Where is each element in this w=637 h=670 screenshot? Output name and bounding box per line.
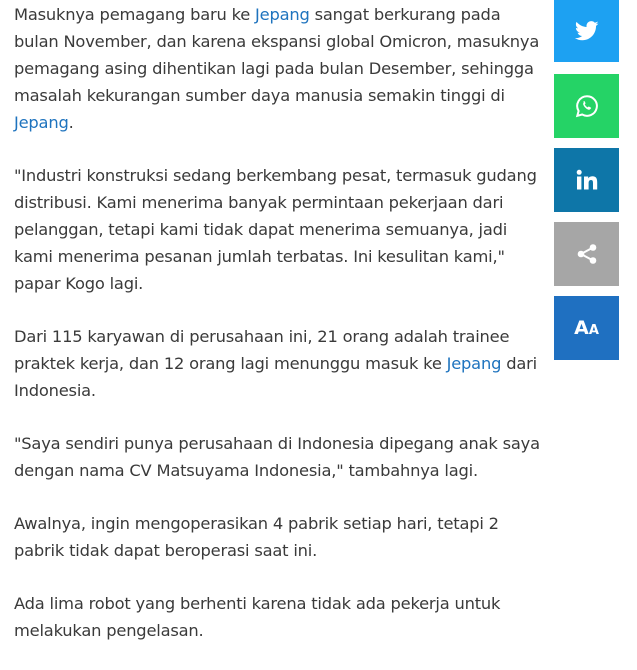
link-jepang[interactable]: Jepang xyxy=(446,354,502,373)
share-bar xyxy=(554,0,619,370)
link-jepang[interactable]: Jepang xyxy=(14,113,69,132)
linkedin-share-button[interactable] xyxy=(554,148,619,212)
font-size-button[interactable] xyxy=(554,296,619,360)
article-body xyxy=(14,1,540,670)
paragraph-5: Awalnya, ingin mengoperasikan 4 pabrik setiap hari, tetapi 2 pabrik tidak dapat beroperasi saat ini. xyxy=(14,514,499,560)
link-jepang[interactable]: Jepang xyxy=(255,5,310,24)
font-size-icon: AA xyxy=(574,317,599,339)
twitter-share-button[interactable] xyxy=(554,0,619,62)
linkedin-icon xyxy=(576,169,598,191)
share-icon xyxy=(576,243,598,265)
paragraph-1: Masuknya pemagang baru ke Jepang sangat berkurang pada bulan November, dan karena ekspansi global Omicron, masuknya pemagang asing dihentikan lagi pada bulan Desember, sehingga masalah kekurangan sumber daya manusia semakin tinggi di Jepang. xyxy=(14,5,540,132)
paragraph-6: Ada lima robot yang berhenti karena tidak ada pekerja untuk melakukan pengelasan. xyxy=(14,594,501,640)
paragraph-2: "Industri konstruksi sedang berkembang pesat, termasuk gudang distribusi. Kami menerima banyak permintaan pekerjaan dari pelanggan, tetapi kami tidak dapat menerima semuanya, jadi kami menerima pesanan jumlah terbatas. Ini kesulitan kami," papar Kogo lagi. xyxy=(14,166,537,293)
whatsapp-share-button[interactable] xyxy=(554,74,619,138)
share-button[interactable] xyxy=(554,222,619,286)
twitter-icon xyxy=(575,21,599,41)
paragraph-4: "Saya sendiri punya perusahaan di Indonesia dipegang anak saya dengan nama CV Matsuyama Indonesia," tambahnya lagi. xyxy=(14,434,540,480)
paragraph-3: Dari 115 karyawan di perusahaan ini, 21 orang adalah trainee praktek kerja, dan 12 orang lagi menunggu masuk ke Jepang dari Indonesia. xyxy=(14,327,537,400)
whatsapp-icon xyxy=(575,94,599,118)
